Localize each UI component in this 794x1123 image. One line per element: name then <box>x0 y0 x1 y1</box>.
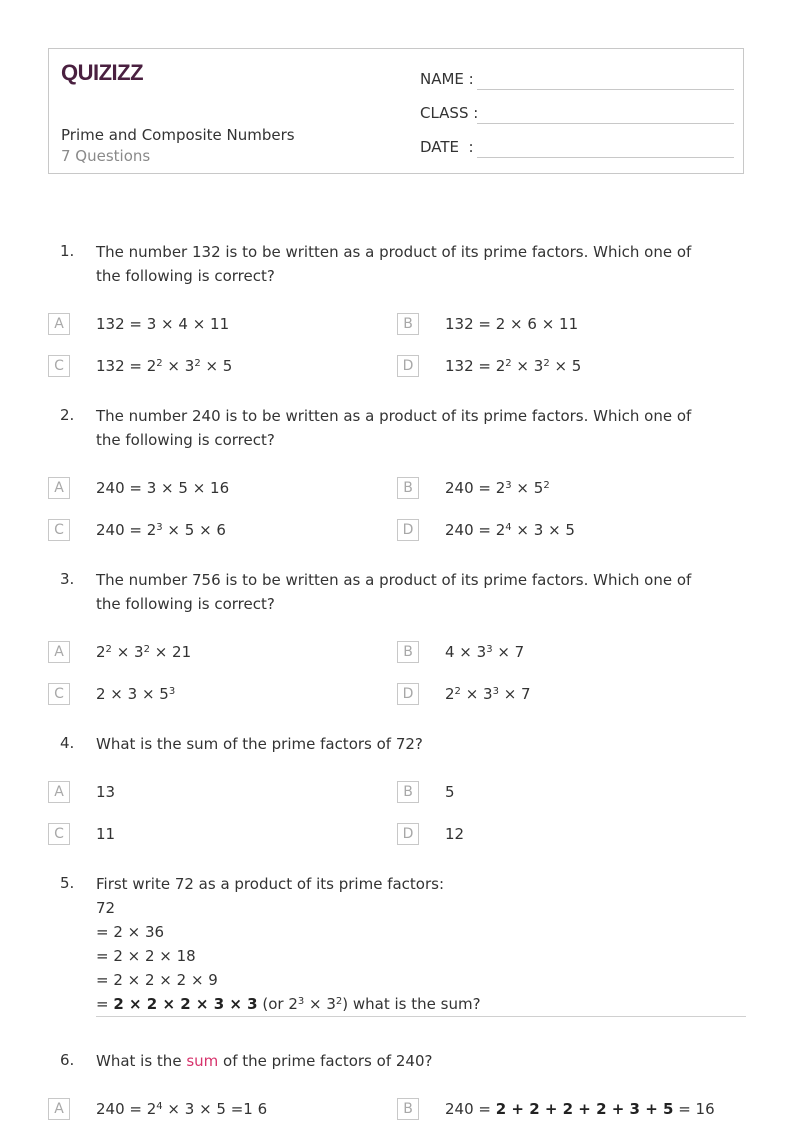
class-line[interactable] <box>477 123 734 124</box>
option-text: 5 <box>445 783 455 801</box>
question-number: 6. <box>60 1051 75 1069</box>
option-text: $240 = 2^4 \times 3 \times 5$ <box>445 521 575 539</box>
option-letter-box[interactable]: A <box>48 313 70 335</box>
option-letter-box[interactable]: B <box>397 641 419 663</box>
option-text: 13 <box>96 783 116 801</box>
date-label: DATE : <box>420 138 474 156</box>
option-letter-box[interactable]: B <box>397 477 419 499</box>
explanation-line: = 2 × 2 × 2 × 9 <box>96 971 218 989</box>
option-text: 240 = 2 + 2 + 2 + 2 + 3 + 5 = 16 <box>445 1100 715 1118</box>
option-text: $240 = 2^3 \times 5 \times 6$ <box>96 521 226 539</box>
option-letter-box[interactable]: A <box>48 1098 70 1120</box>
option-letter-box[interactable]: D <box>397 823 419 845</box>
question-number: 2. <box>60 406 75 424</box>
option-text: 132 = 3 × 4 × 11 <box>96 315 230 333</box>
question-text: The number 756 is to be written as a product of its prime factors. Which one of the following is correct? <box>96 571 692 613</box>
question-number: 3. <box>60 570 75 588</box>
date-field[interactable] <box>420 134 734 158</box>
option-text: $2^2 \times 3^3 \times 7$ <box>445 685 531 703</box>
option-letter-box[interactable]: C <box>48 519 70 541</box>
option-letter-box[interactable]: A <box>48 477 70 499</box>
answer-line[interactable] <box>96 1016 746 1017</box>
date-line[interactable] <box>477 157 734 158</box>
highlight-word: sum <box>186 1052 219 1070</box>
option-text: $4 \times 3^3 \times 7$ <box>445 643 525 661</box>
explanation-line: = 2 × 2 × 18 <box>96 947 196 965</box>
option-letter-box[interactable]: A <box>48 781 70 803</box>
option-letter-box[interactable]: D <box>397 355 419 377</box>
option-letter-box[interactable]: C <box>48 823 70 845</box>
question-text: The number 240 is to be written as a product of its prime factors. Which one of the following is correct? <box>96 407 692 449</box>
class-label: CLASS : <box>420 104 479 122</box>
question-number: 5. <box>60 874 75 892</box>
worksheet-title: Prime and Composite Numbers <box>61 126 295 144</box>
option-text: $132 = 2^2 \times 3^2 \times 5$ <box>96 357 233 375</box>
option-letter-box[interactable]: D <box>397 683 419 705</box>
name-label: NAME : <box>420 70 474 88</box>
option-text: 12 <box>445 825 465 843</box>
explanation-line: = 2 × 36 <box>96 923 165 941</box>
option-text: $2 \times 3 \times 5^3$ <box>96 685 176 703</box>
class-field[interactable] <box>420 100 734 124</box>
name-line[interactable] <box>477 89 734 90</box>
question-number: 1. <box>60 242 75 260</box>
option-letter-box[interactable]: C <box>48 355 70 377</box>
question-number: 4. <box>60 734 75 752</box>
option-text: $2^2 \times 3^2 \times 21$ <box>96 643 192 661</box>
option-letter-box[interactable]: B <box>397 781 419 803</box>
worksheet-header <box>48 48 744 174</box>
explanation-line: First write 72 as a product of its prime factors: <box>96 875 445 893</box>
option-letter-box[interactable]: B <box>397 1098 419 1120</box>
logo-text: QUIZIZZ <box>61 60 144 85</box>
explanation-final-line: = 2 × 2 × 2 × 3 × 3 (or $2^3 \times 3^2$) what is the sum? <box>96 995 481 1013</box>
option-letter-box[interactable]: C <box>48 683 70 705</box>
question-text: The number 132 is to be written as a product of its prime factors. Which one of the following is correct? <box>96 243 692 285</box>
option-text: $132 = 2^2 \times 3^2 \times 5$ <box>445 357 582 375</box>
option-letter-box[interactable]: D <box>397 519 419 541</box>
option-text: $240 = 2^4 \times 3 \times 5 =1$ 6 <box>96 1100 268 1118</box>
option-text: 240 = 3 × 5 × 16 <box>96 479 230 497</box>
option-text: $240 = 2^3 \times 5^2$ <box>445 479 550 497</box>
explanation-line: 72 <box>96 899 116 917</box>
option-letter-box[interactable]: B <box>397 313 419 335</box>
question-text <box>96 872 716 1016</box>
question-count: 7 Questions <box>61 147 151 165</box>
option-text: 132 = 2 × 6 × 11 <box>445 315 579 333</box>
question-text: What is the sum of the prime factors of 240? <box>96 1052 433 1070</box>
option-text: 11 <box>96 825 116 843</box>
question-text: What is the sum of the prime factors of 72? <box>96 735 423 753</box>
quizizz-logo <box>61 59 151 87</box>
option-letter-box[interactable]: A <box>48 641 70 663</box>
name-field[interactable] <box>420 66 734 90</box>
